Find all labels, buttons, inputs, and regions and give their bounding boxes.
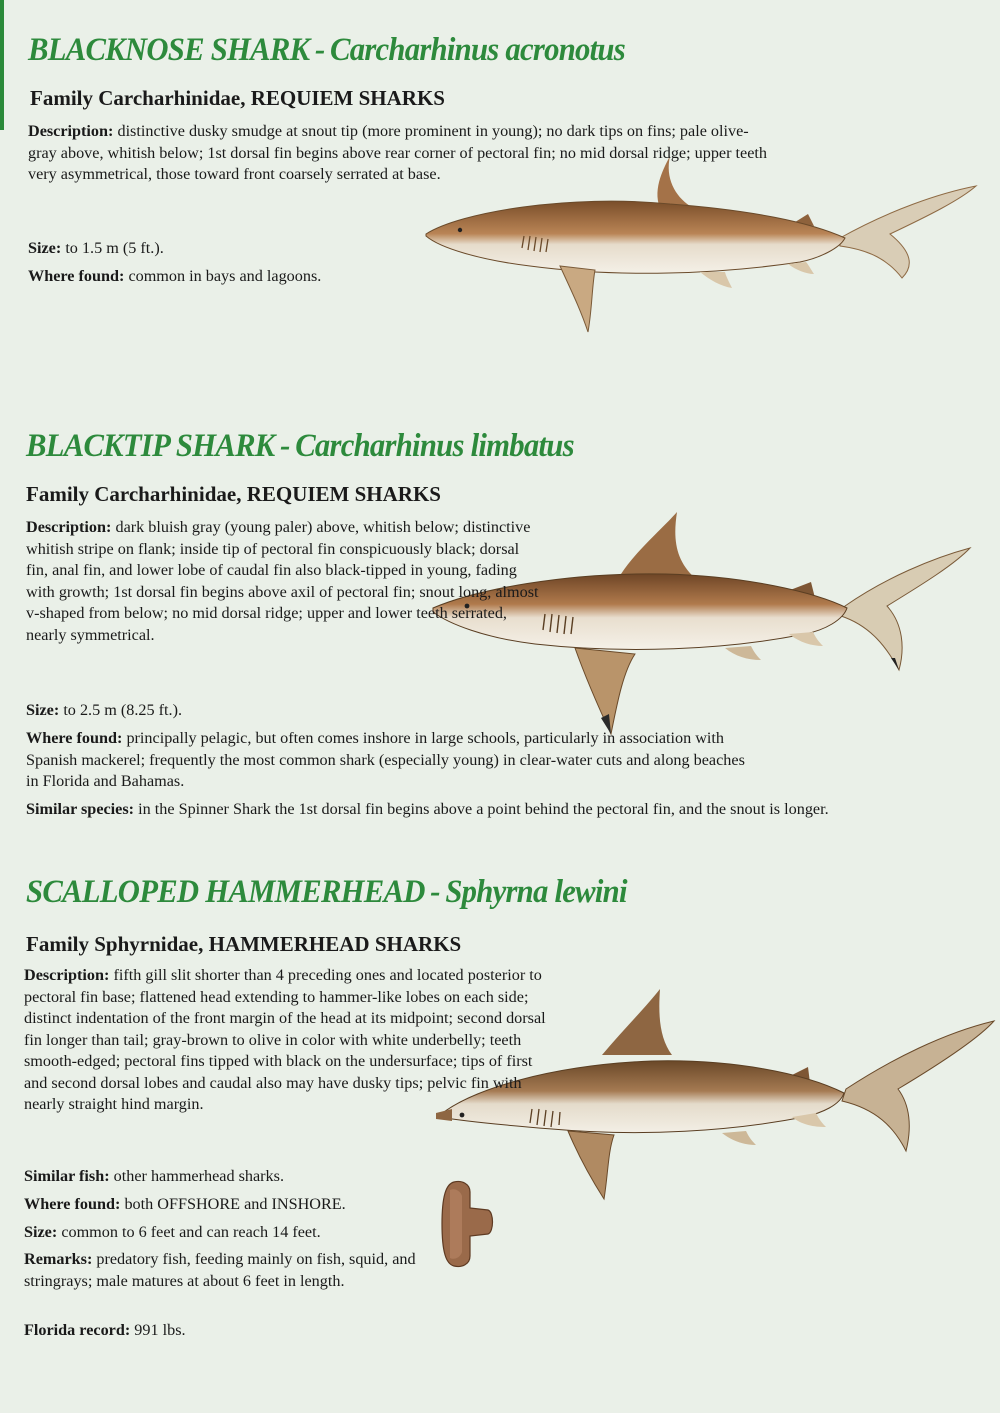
field-label: Where found: (24, 1195, 121, 1213)
field-text: principally pelagic, but often comes inshore in large schools, particularly in association with Spanish mackerel; frequently the most common shark (especially young) in clear-water cuts and along beaches in Florida and Bahamas. (26, 729, 745, 790)
field-label: Similar species: (26, 800, 135, 818)
field-description (26, 517, 541, 646)
field-size (24, 1222, 424, 1244)
field-label: Remarks: (24, 1250, 93, 1268)
title-separator: - (314, 32, 325, 68)
field-text: dark bluish gray (young paler) above, whitish below; distinctive whitish stripe on flank; inside tip of pectoral fin conspicuously black; dorsal fin, anal fin, and lower lobe of caudal fin also black-tipped in young, fading with growth; 1st dorsal fin begins above axil of pectoral fin; snout long, almost v-shaped from below; no mid dorsal ridge; upper and lower teeth serrated, nearly symmetrical. (26, 518, 539, 644)
field-text: fifth gill slit shorter than 4 preceding ones and located posterior to pectoral fin base; flattened head extending to hammer-like lobes on each side; distinct indentation of the front margin of the head at its midpoint; second dorsal fin longer than tail; gray-brown to olive in color with white underbelly; teeth smooth-edged; pectoral fins tipped with black on the undersurface; tips of first and second dorsal lobes and caudal also may have dusky tips; pelvic fin with nearly straight hind margin. (24, 966, 546, 1113)
field-size (28, 238, 428, 260)
field-text: predatory fish, feeding mainly on fish, squid, and stringrays; male matures at about 6 feet in length. (24, 1250, 416, 1290)
family-heading: Family Carcharhinidae, REQUIEM SHARKS (26, 482, 441, 506)
field-where-found (26, 728, 756, 793)
field-label: Size: (24, 1223, 58, 1241)
field-remarks (24, 1249, 434, 1292)
field-label: Description: (24, 966, 110, 984)
field-text: in the Spinner Shark the 1st dorsal fin begins above a point behind the pectoral fin, and the snout is longer. (138, 800, 829, 818)
title-separator: - (280, 428, 290, 464)
field-label: Florida record: (24, 1321, 131, 1339)
hammerhead-head-icon (440, 1180, 496, 1268)
title-separator: - (430, 874, 440, 910)
field-text: to 1.5 m (5 ft.). (65, 239, 164, 257)
field-similar-fish (24, 1166, 424, 1188)
common-name: BLACKNOSE SHARK (28, 32, 310, 68)
species-title (26, 874, 627, 911)
scientific-name: Carcharhinus limbatus (295, 428, 574, 464)
field-label: Size: (28, 239, 62, 257)
field-text: to 2.5 m (8.25 ft.). (63, 701, 183, 719)
family-heading: Family Sphyrnidae, HAMMERHEAD SHARKS (26, 932, 462, 956)
field-text: other hammerhead sharks. (113, 1167, 284, 1185)
field-size (26, 700, 426, 722)
field-where-found (24, 1194, 424, 1216)
common-name: SCALLOPED HAMMERHEAD (26, 874, 425, 910)
field-description (28, 121, 768, 186)
field-label: Where found: (28, 267, 125, 285)
field-text: both OFFSHORE and INSHORE. (124, 1195, 346, 1213)
field-text: distinctive dusky smudge at snout tip (more prominent in young); no dark tips on fins; pale olive-gray above, whitish below; 1st dorsal fin begins above rear corner of pectoral fin; no mid dorsal ridge; upper teeth very asymmetrical, those toward front coarsely serrated at base. (28, 122, 768, 183)
field-label: Similar fish: (24, 1167, 110, 1185)
scientific-name: Sphyrna lewini (445, 874, 627, 910)
family-heading: Family Carcharhinidae, REQUIEM SHARKS (30, 86, 445, 110)
field-text: 991 lbs. (134, 1321, 186, 1339)
field-text: common in bays and lagoons. (128, 267, 322, 285)
scientific-name: Carcharhinus acronotus (330, 32, 625, 68)
field-where-found (28, 266, 428, 288)
field-label: Size: (26, 701, 60, 719)
species-title (26, 428, 574, 465)
common-name: BLACKTIP SHARK (26, 428, 275, 464)
field-description (24, 965, 546, 1116)
field-similar-species (26, 799, 856, 821)
field-label: Description: (28, 122, 114, 140)
field-text: common to 6 feet and can reach 14 feet. (61, 1223, 321, 1241)
field-label: Description: (26, 518, 112, 536)
species-title (28, 32, 625, 69)
page-edge-accent (0, 0, 4, 130)
field-florida-record (24, 1320, 424, 1342)
field-label: Where found: (26, 729, 123, 747)
